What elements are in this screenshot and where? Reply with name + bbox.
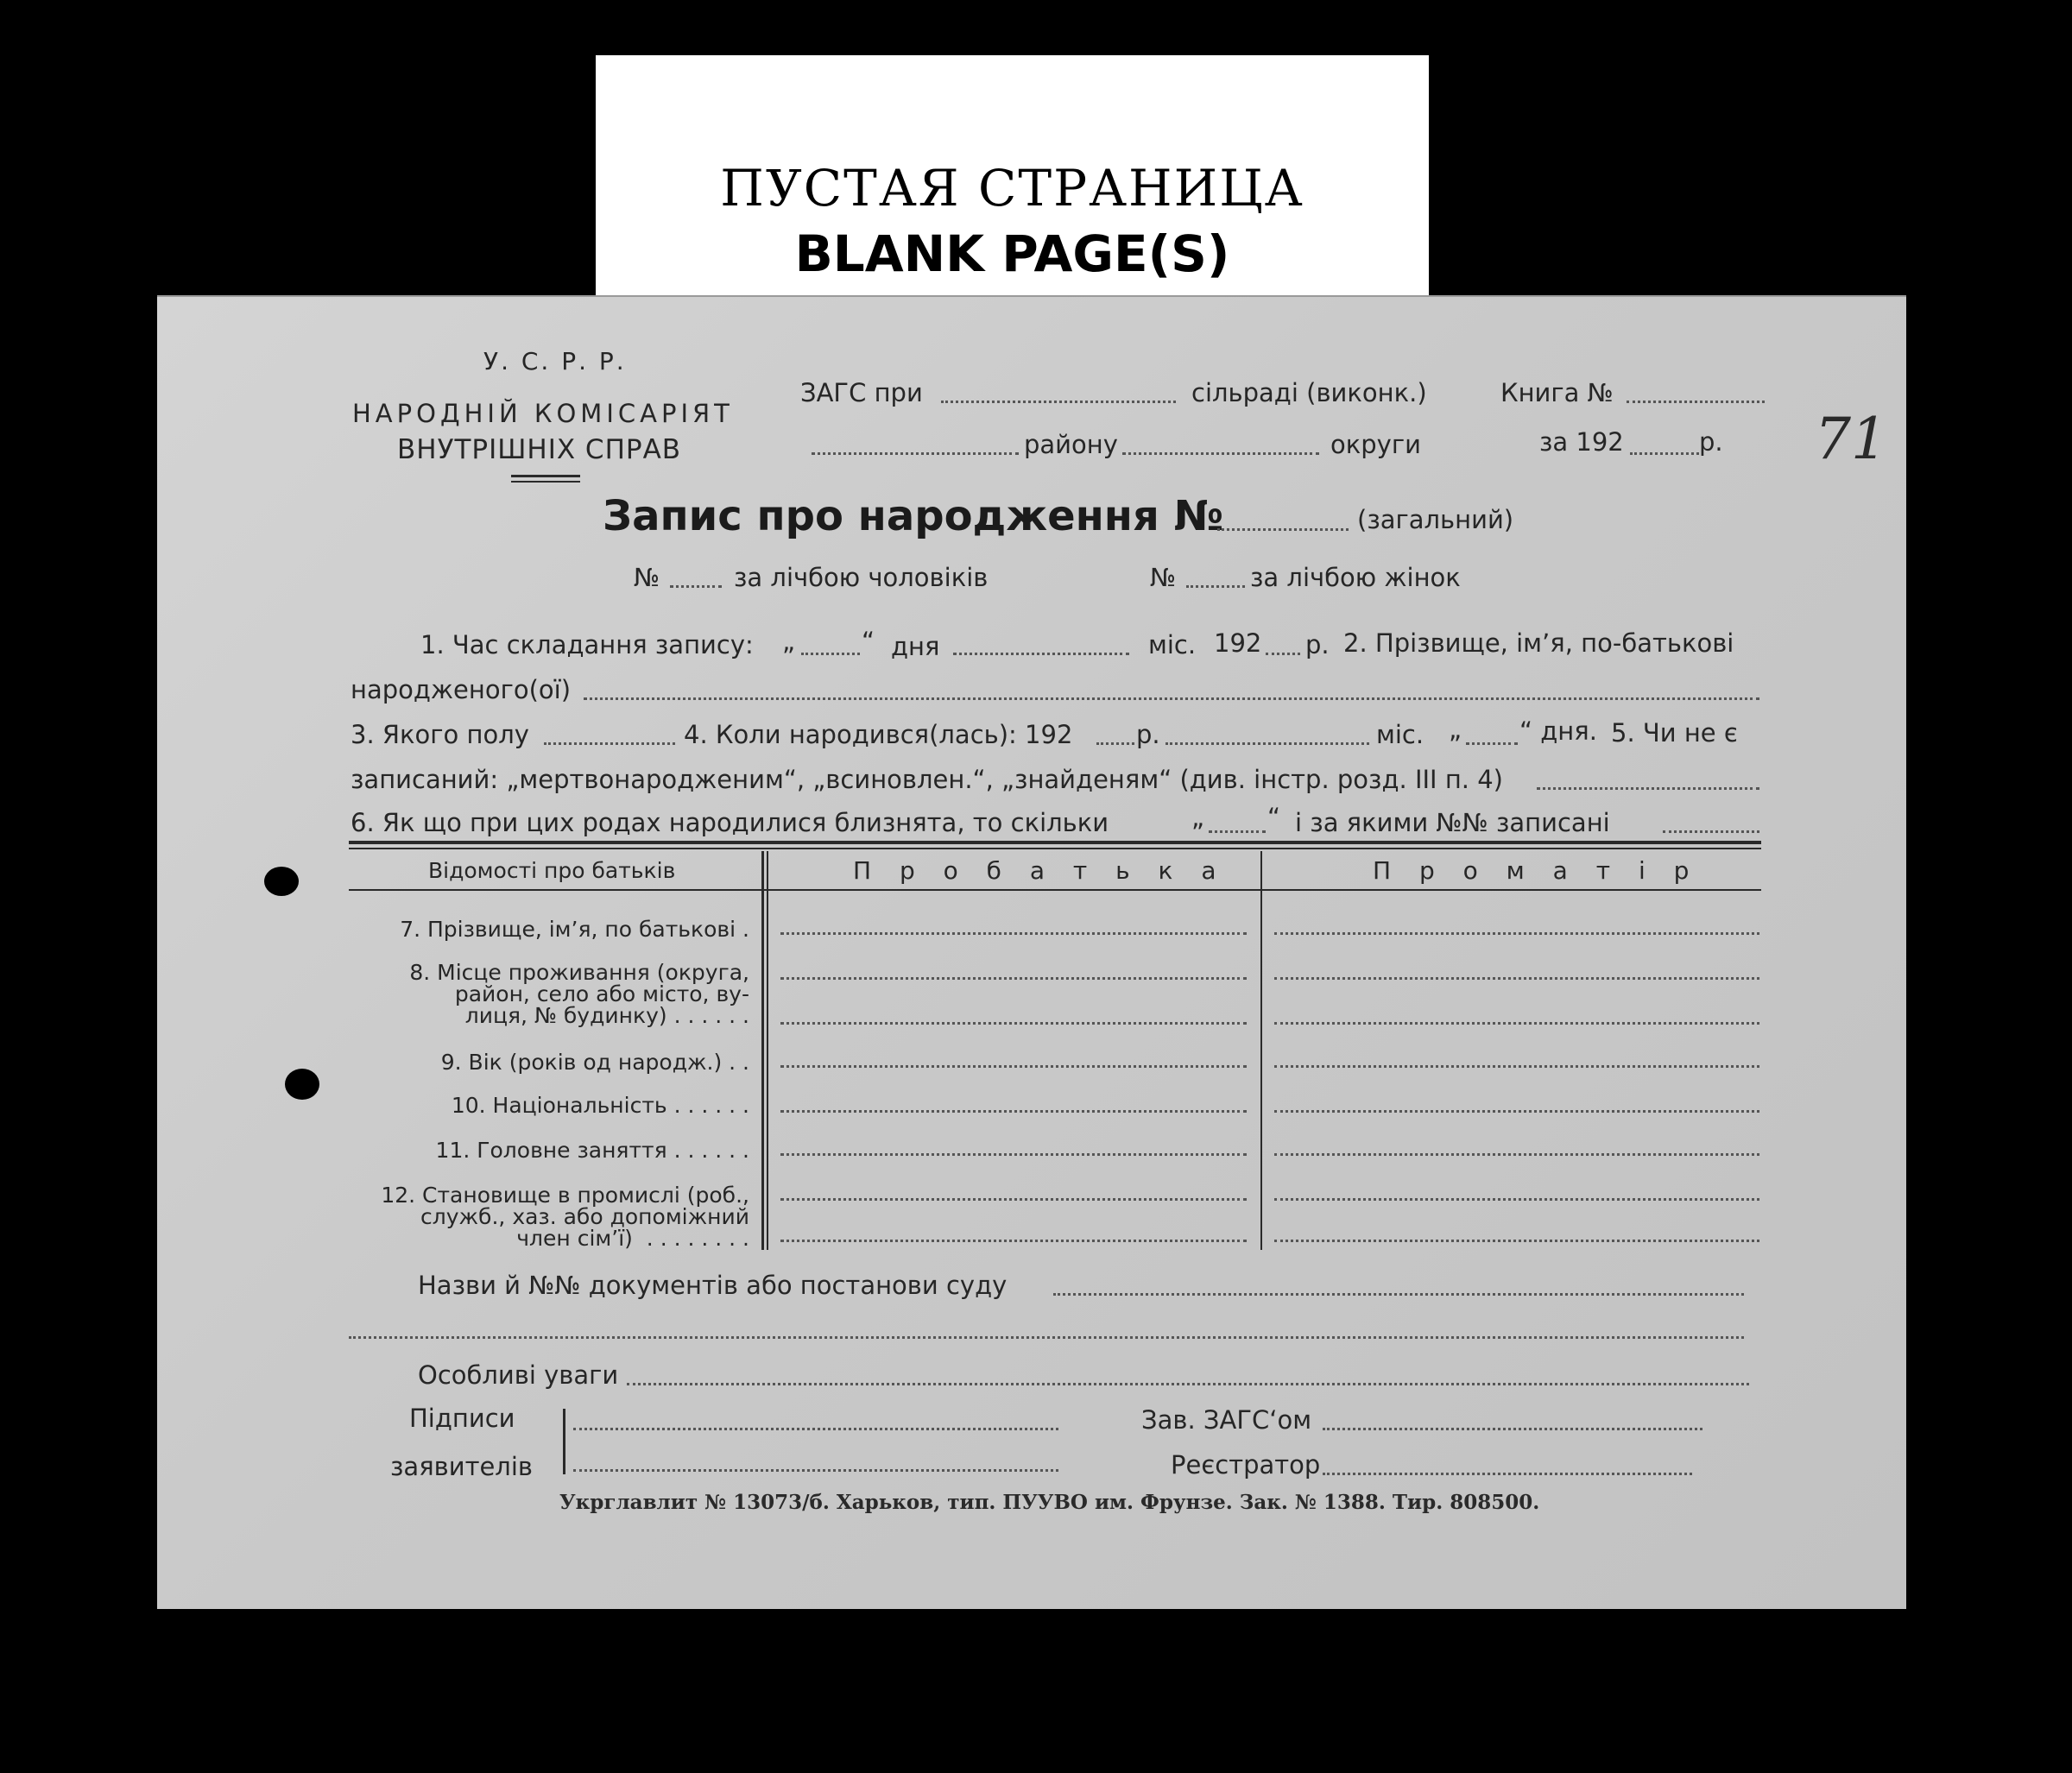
father-residence-line-1 bbox=[780, 977, 1247, 980]
commissariat-line-1: НАРОДНІЙ КОМІСАРІЯТ bbox=[352, 399, 734, 428]
field-6-count bbox=[1209, 830, 1266, 833]
field-4-year bbox=[1096, 742, 1134, 745]
mother-position-line-1 bbox=[1274, 1198, 1759, 1201]
silradi-label: сільраді (виконк.) bbox=[1191, 378, 1427, 407]
mother-occupation-line bbox=[1274, 1153, 1759, 1156]
women-number-symbol: № bbox=[1150, 563, 1177, 592]
registrar-signature-line bbox=[1323, 1473, 1692, 1475]
registrar-label: Реєстратор bbox=[1171, 1450, 1321, 1480]
table-header-father: П р о б а т ь к а bbox=[853, 856, 1227, 885]
notes-field bbox=[627, 1383, 1749, 1385]
field-1-r-label: р. bbox=[1305, 630, 1330, 659]
documents-label: Назви й №№ документів або постанови суду bbox=[418, 1271, 1008, 1300]
field-5-label-cont: записаний: „мертвонародженим“, „всиновлен.“, „знайденям“ (див. інстр. розд. III п. 4) bbox=[351, 765, 1503, 794]
field-1-day bbox=[801, 653, 860, 655]
field-1-month bbox=[953, 653, 1129, 655]
documents-field bbox=[1053, 1293, 1744, 1296]
handwritten-number: 71 bbox=[1815, 406, 1887, 472]
men-number-field bbox=[670, 585, 722, 588]
zags-label: ЗАГС при bbox=[800, 378, 923, 407]
book-label: Книга № bbox=[1500, 378, 1614, 407]
table-row-occupation: 11. Головне заняття . . . . . . bbox=[435, 1138, 749, 1163]
notes-label: Особливі уваги bbox=[418, 1360, 619, 1390]
blank-page-label-ru: ПУСТАЯ СТРАНИЦА bbox=[720, 159, 1304, 218]
father-position-line-1 bbox=[780, 1198, 1247, 1201]
ussr-heading: У. С. Р. Р. bbox=[483, 347, 627, 375]
field-1-quote-close: “ bbox=[862, 627, 875, 656]
raion-field bbox=[812, 452, 1019, 455]
okrug-field bbox=[1122, 452, 1319, 455]
okrug-label: округи bbox=[1330, 430, 1421, 459]
father-name-line bbox=[780, 932, 1247, 935]
year-label: за 192 bbox=[1539, 427, 1624, 457]
table-divider-1 bbox=[761, 851, 764, 1250]
table-top-rule bbox=[349, 841, 1761, 844]
table-header-parents: Відомості про батьків bbox=[428, 858, 676, 883]
table-row-age: 9. Вік (років од народж.) . . bbox=[440, 1050, 749, 1075]
printer-imprint: Укрглавлит № 13073/б. Харьков, тип. ПУУВО им. Фрунзе. Зак. № 1388. Тир. 808500. bbox=[559, 1491, 1540, 1514]
blank-page-label-en: BLANK PAGE(S) bbox=[794, 224, 1230, 283]
field-4-month bbox=[1166, 742, 1369, 745]
punch-hole-bottom bbox=[285, 1069, 319, 1100]
women-number-field bbox=[1186, 585, 1245, 588]
signatures-label-1: Підписи bbox=[409, 1404, 515, 1433]
field-4-month-label: міс. bbox=[1376, 720, 1424, 749]
table-top-rule-2 bbox=[349, 848, 1761, 849]
women-count-label: за лічбою жінок bbox=[1250, 563, 1461, 592]
table-header-rule bbox=[349, 889, 1761, 891]
field-2-label-cont: народженого(ої) bbox=[351, 675, 572, 704]
mother-nationality-line bbox=[1274, 1110, 1759, 1113]
record-number-field bbox=[1217, 528, 1349, 531]
year-r-label: р. bbox=[1699, 427, 1723, 457]
signature-line-2 bbox=[573, 1469, 1058, 1472]
field-4-day bbox=[1466, 742, 1518, 745]
field-6-label: 6. Як що при цих родах народилися близнята, то скільки bbox=[351, 808, 1109, 837]
field-4-r-label: р. bbox=[1136, 720, 1160, 749]
table-row-nationality: 10. Національність . . . . . . bbox=[451, 1093, 749, 1118]
mother-age-line bbox=[1274, 1065, 1759, 1068]
father-occupation-line bbox=[780, 1153, 1247, 1156]
field-6-quote-open: „ bbox=[1191, 803, 1205, 832]
field-6-quote-close: “ bbox=[1267, 803, 1281, 832]
table-row-name: 7. Прізвище, ім’я, по батькові . bbox=[400, 917, 749, 942]
mother-residence-line-2 bbox=[1274, 1022, 1759, 1025]
field-6-value bbox=[1663, 830, 1759, 833]
field-3-label: 3. Якого полу bbox=[351, 720, 529, 749]
men-number-symbol: № bbox=[634, 563, 660, 592]
table-divider-1b bbox=[767, 851, 768, 1250]
field-1-year bbox=[1266, 653, 1300, 655]
men-count-label: за лічбою чоловіків bbox=[734, 563, 989, 592]
raion-label: району bbox=[1024, 430, 1118, 459]
mother-name-line bbox=[1274, 932, 1759, 935]
signatures-label-2: заявителів bbox=[390, 1452, 533, 1481]
commissariat-underline bbox=[511, 475, 580, 477]
field-2-label: 2. Прізвище, ім’я, по-батькові bbox=[1343, 628, 1734, 658]
father-position-line-2 bbox=[780, 1240, 1247, 1242]
table-row-residence: 8. Місце проживання (округа, район, село або місто, ву- лиця, № будинку) . . . . . . bbox=[409, 960, 749, 1028]
blank-page-card bbox=[596, 55, 1429, 314]
general-label: (загальний) bbox=[1357, 505, 1514, 534]
commissariat-line-2: ВНУТРІШНІХ СПРАВ bbox=[397, 434, 682, 465]
field-2-value bbox=[584, 697, 1759, 700]
field-3-value bbox=[544, 742, 675, 745]
year-field bbox=[1630, 452, 1699, 455]
father-residence-line-2 bbox=[780, 1022, 1247, 1025]
table-header-mother: П р о м а т і р bbox=[1373, 856, 1700, 885]
field-4-quote-open: „ bbox=[1449, 715, 1462, 744]
field-4-label: 4. Коли народився(лась): 192 bbox=[684, 720, 1073, 749]
field-6-label-cont: і за якими №№ записані bbox=[1295, 808, 1610, 837]
signature-line-1 bbox=[573, 1428, 1058, 1430]
mother-position-line-2 bbox=[1274, 1240, 1759, 1242]
head-label: Зав. ЗАГС‘ом bbox=[1141, 1405, 1312, 1435]
head-signature-line bbox=[1323, 1428, 1702, 1430]
punch-hole-top bbox=[264, 867, 299, 896]
field-1-label: 1. Час складання запису: bbox=[420, 630, 754, 659]
field-1-month-label: міс. bbox=[1148, 630, 1197, 659]
form-title: Запис про народження № bbox=[603, 492, 1224, 540]
table-divider-2 bbox=[1260, 851, 1262, 1250]
zags-field bbox=[941, 401, 1176, 403]
field-1-quote-open: „ bbox=[782, 627, 796, 656]
field-4-quote-close: “ дня. bbox=[1519, 716, 1597, 746]
field-5-value bbox=[1537, 787, 1759, 790]
field-5-label: 5. Чи не є bbox=[1611, 718, 1738, 748]
table-row-position: 12. Становище в промислі (роб., служб., хаз. або допоміжний член сім’ї) . . . . . . . . bbox=[381, 1183, 749, 1251]
signatures-bracket bbox=[563, 1409, 565, 1474]
book-field bbox=[1627, 401, 1765, 403]
mother-residence-line-1 bbox=[1274, 977, 1759, 980]
father-nationality-line bbox=[780, 1110, 1247, 1113]
field-1-day-label: дня bbox=[891, 632, 940, 661]
commissariat-underline-2 bbox=[511, 481, 580, 483]
father-age-line bbox=[780, 1065, 1247, 1068]
documents-field-2 bbox=[349, 1336, 1744, 1339]
field-1-year-label: 192 bbox=[1214, 628, 1262, 658]
